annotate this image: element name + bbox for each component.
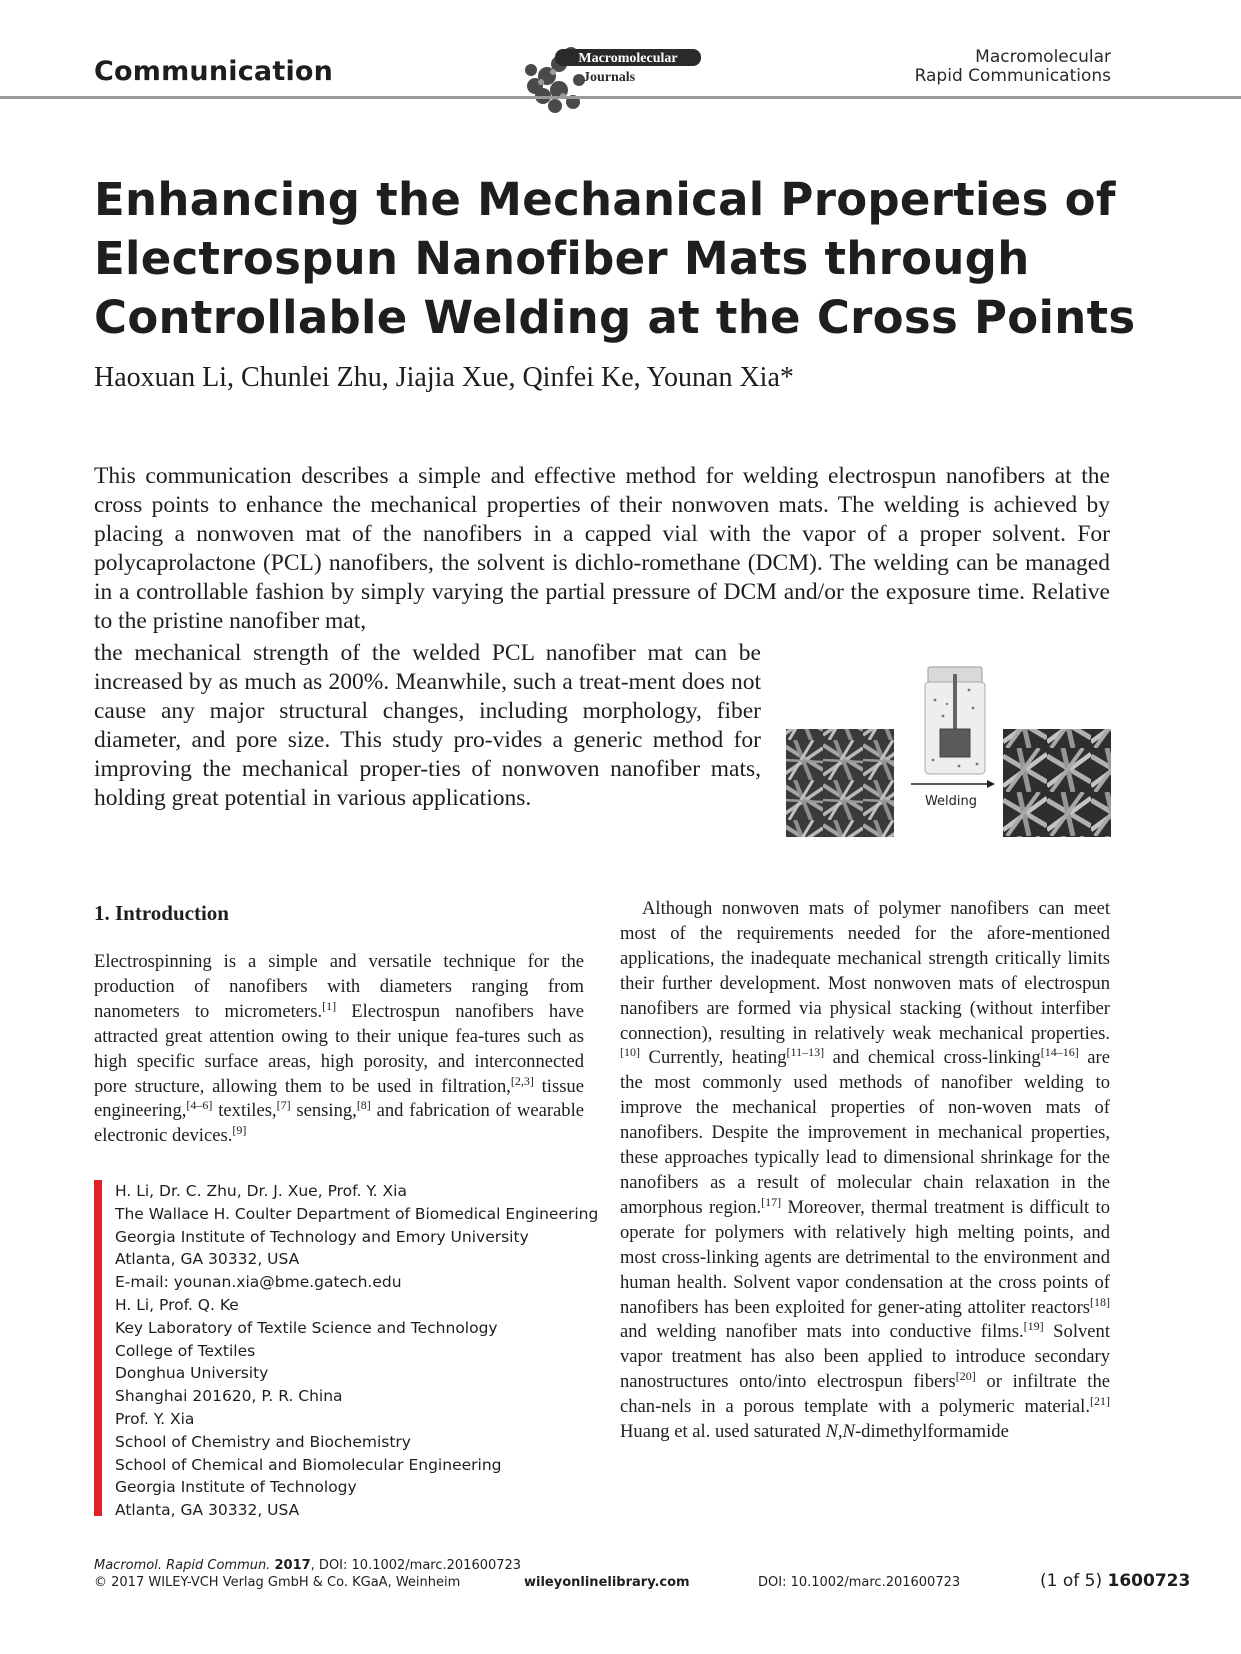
intro-paragraph: Electrospinning is a simple and versatile technique for the production of nanofibers with diameters ranging from nanometers to micrometers.[1] Electrospun nanofibers have attracted great attention owing to their unique fea-tures such as high specific surface areas, high porosity, and interconnected pore structure, allowing them to be used in filtration,[2,3] tissue engineering,[4–6] textiles,[7] sensing,[8] and fabrication of wearable electronic devices.[9] — [94, 951, 584, 1147]
email-link[interactable]: E-mail: younan.xia@bme.gatech.edu — [115, 1273, 402, 1292]
logo-text-macromolecular: Macromolecular — [578, 51, 678, 66]
affiliation-line: Shanghai 201620, P. R. China — [115, 1387, 343, 1406]
citation-ref[interactable]: [8] — [356, 1098, 371, 1113]
citation-ref[interactable]: [19] — [1023, 1319, 1044, 1334]
affiliation-line: Atlanta, GA 30332, USA — [115, 1250, 300, 1269]
citation-ref[interactable]: [9] — [232, 1123, 247, 1138]
journal-logo — [515, 36, 705, 116]
affiliation-line: Georgia Institute of Technology — [115, 1478, 357, 1497]
affiliation-block — [115, 1180, 598, 1522]
citation-ref[interactable]: [7] — [276, 1098, 291, 1113]
footer-doi: DOI: 10.1002/marc.201600723 — [758, 1575, 961, 1590]
citation-ref[interactable]: [4–6] — [186, 1098, 213, 1113]
logo-text-journals: Journals — [582, 70, 636, 85]
footer-citation: Macromol. Rapid Commun. 2017, DOI: 10.1002/marc.201600723 — [94, 1558, 522, 1573]
affiliation-line: Atlanta, GA 30332, USA — [115, 1501, 300, 1520]
header-rule — [0, 96, 1241, 99]
author-list: Haoxuan Li, Chunlei Zhu, Jiajia Xue, Qinfei Ke, Younan Xia* — [94, 362, 794, 393]
affiliation-line: Prof. Y. Xia — [115, 1409, 195, 1428]
citation-ref[interactable]: [1] — [322, 998, 337, 1013]
affiliation-line: The Wallace H. Coulter Department of Biomedical Engineering — [115, 1204, 599, 1223]
affiliation-line: Donghua University — [115, 1364, 269, 1383]
footer-page-number: (1 of 5) 1600723 — [1040, 1571, 1191, 1591]
section-label: Communication — [94, 56, 334, 87]
affiliation-line: School of Chemistry and Biochemistry — [115, 1432, 411, 1451]
citation-ref[interactable]: [21] — [1090, 1394, 1110, 1409]
affiliation-line: Key Laboratory of Textile Science and Technology — [115, 1318, 498, 1337]
citation-ref[interactable]: [10] — [620, 1045, 640, 1060]
affiliation-line: H. Li, Prof. Q. Ke — [115, 1295, 239, 1314]
footer-website-link[interactable]: wileyonlinelibrary.com — [524, 1575, 690, 1590]
affiliation-line: School of Chemical and Biomolecular Engineering — [115, 1455, 502, 1474]
article-title: Enhancing the Mechanical Properties of Electrospun Nanofiber Mats through Controllable Welding at the Cross Points — [94, 173, 1136, 344]
journal-name-line2: Rapid Communications — [914, 66, 1111, 86]
arrow-icon — [911, 780, 995, 788]
citation-ref[interactable]: [18] — [1090, 1294, 1110, 1309]
journal-name — [915, 48, 1111, 86]
welding-arrow-label: Welding — [924, 794, 978, 809]
citation-ref[interactable]: [20] — [955, 1369, 976, 1384]
citation-ref[interactable]: [14–16] — [1040, 1045, 1079, 1060]
body-paragraph-right: Although nonwoven mats of polymer nanofibers can meet most of the requirements needed for the afore-mentioned applications, the inadequate mechanical strength critically limits their further development. Most nonwoven mats of electrospun nanofibers are formed via physical stacking (without interfiber connection), resulting in relatively weak mechanical properties.[10] Currently, heating[11–13] and chemical cross-linking[14–16] are the most commonly used methods of nanofiber welding to improve the mechanical properties of non-woven mats of nanofibers. Despite the improvement in mechanical properties, these approaches typically lead to dimensional shrinkage for the nanofibers as a result of molecular chain relaxation in the amorphous region.[17] Moreover, thermal treatment is difficult to operate for polymers with relatively high melting points, and most cross-linking agents are detrimental to the environment and human health. Solvent vapor condensation at the cross points of nanofibers has been exploited for gener-ating attoliter reactors[18] and welding nanofiber mats into conductive films.[19] Solvent vapor treatment has also been applied to introduce secondary nanostructures onto/into electrospun fibers[20] or infiltrate the chan-nels in a porous template with a polymeric material.[21] Huang et al. used saturated N,N-dimethylformamide — [620, 898, 1111, 1443]
footer-copyright: © 2017 WILEY-VCH Verlag GmbH & Co. KGaA, Weinheim — [94, 1575, 461, 1590]
abstract-paragraph-top: This communication describes a simple and effective method for welding electrospun nanofibers at the cross points to enhance the mechanical properties of their nonwoven mats. The welding is achieved by placing a nonwoven mat of the nanofibers in a capped vial with the vapor of a proper solvent. For polycaprolactone (PCL) nanofibers, the solvent is dichlo-romethane (DCM). The welding can be managed in a controllable fashion by simply varying the partial pressure of DCM and/or the exposure time. Relative to the pristine nanofiber mat, — [94, 463, 1110, 634]
welded-mat-image — [1003, 729, 1111, 837]
affiliation-bar — [94, 1180, 102, 1516]
abstract-paragraph-wrap: the mechanical strength of the welded PCL nanofiber mat can be increased by as much as 200%. Meanwhile, such a treat-ment does not cause any major structural changes, including morphology, fiber diameter, and pore size. This study pro-vides a generic method for improving the mechanical proper-ties of nonwoven nanofiber mats, holding great potential in various applications. — [94, 640, 761, 811]
capped-vial-icon — [925, 667, 985, 774]
journal-name-line1: Macromolecular — [975, 47, 1111, 67]
citation-ref[interactable]: [2,3] — [510, 1073, 534, 1088]
citation-ref[interactable]: [11–13] — [786, 1045, 825, 1060]
affiliation-line: College of Textiles — [115, 1341, 256, 1360]
pristine-mat-image — [786, 729, 894, 837]
toc-graphic — [783, 660, 1113, 840]
section-heading-introduction: 1. Introduction — [94, 901, 229, 925]
affiliation-line: H. Li, Dr. C. Zhu, Dr. J. Xue, Prof. Y. Xia — [115, 1182, 407, 1200]
citation-ref[interactable]: [17] — [761, 1194, 782, 1209]
affiliation-line: Georgia Institute of Technology and Emory University — [115, 1227, 529, 1246]
